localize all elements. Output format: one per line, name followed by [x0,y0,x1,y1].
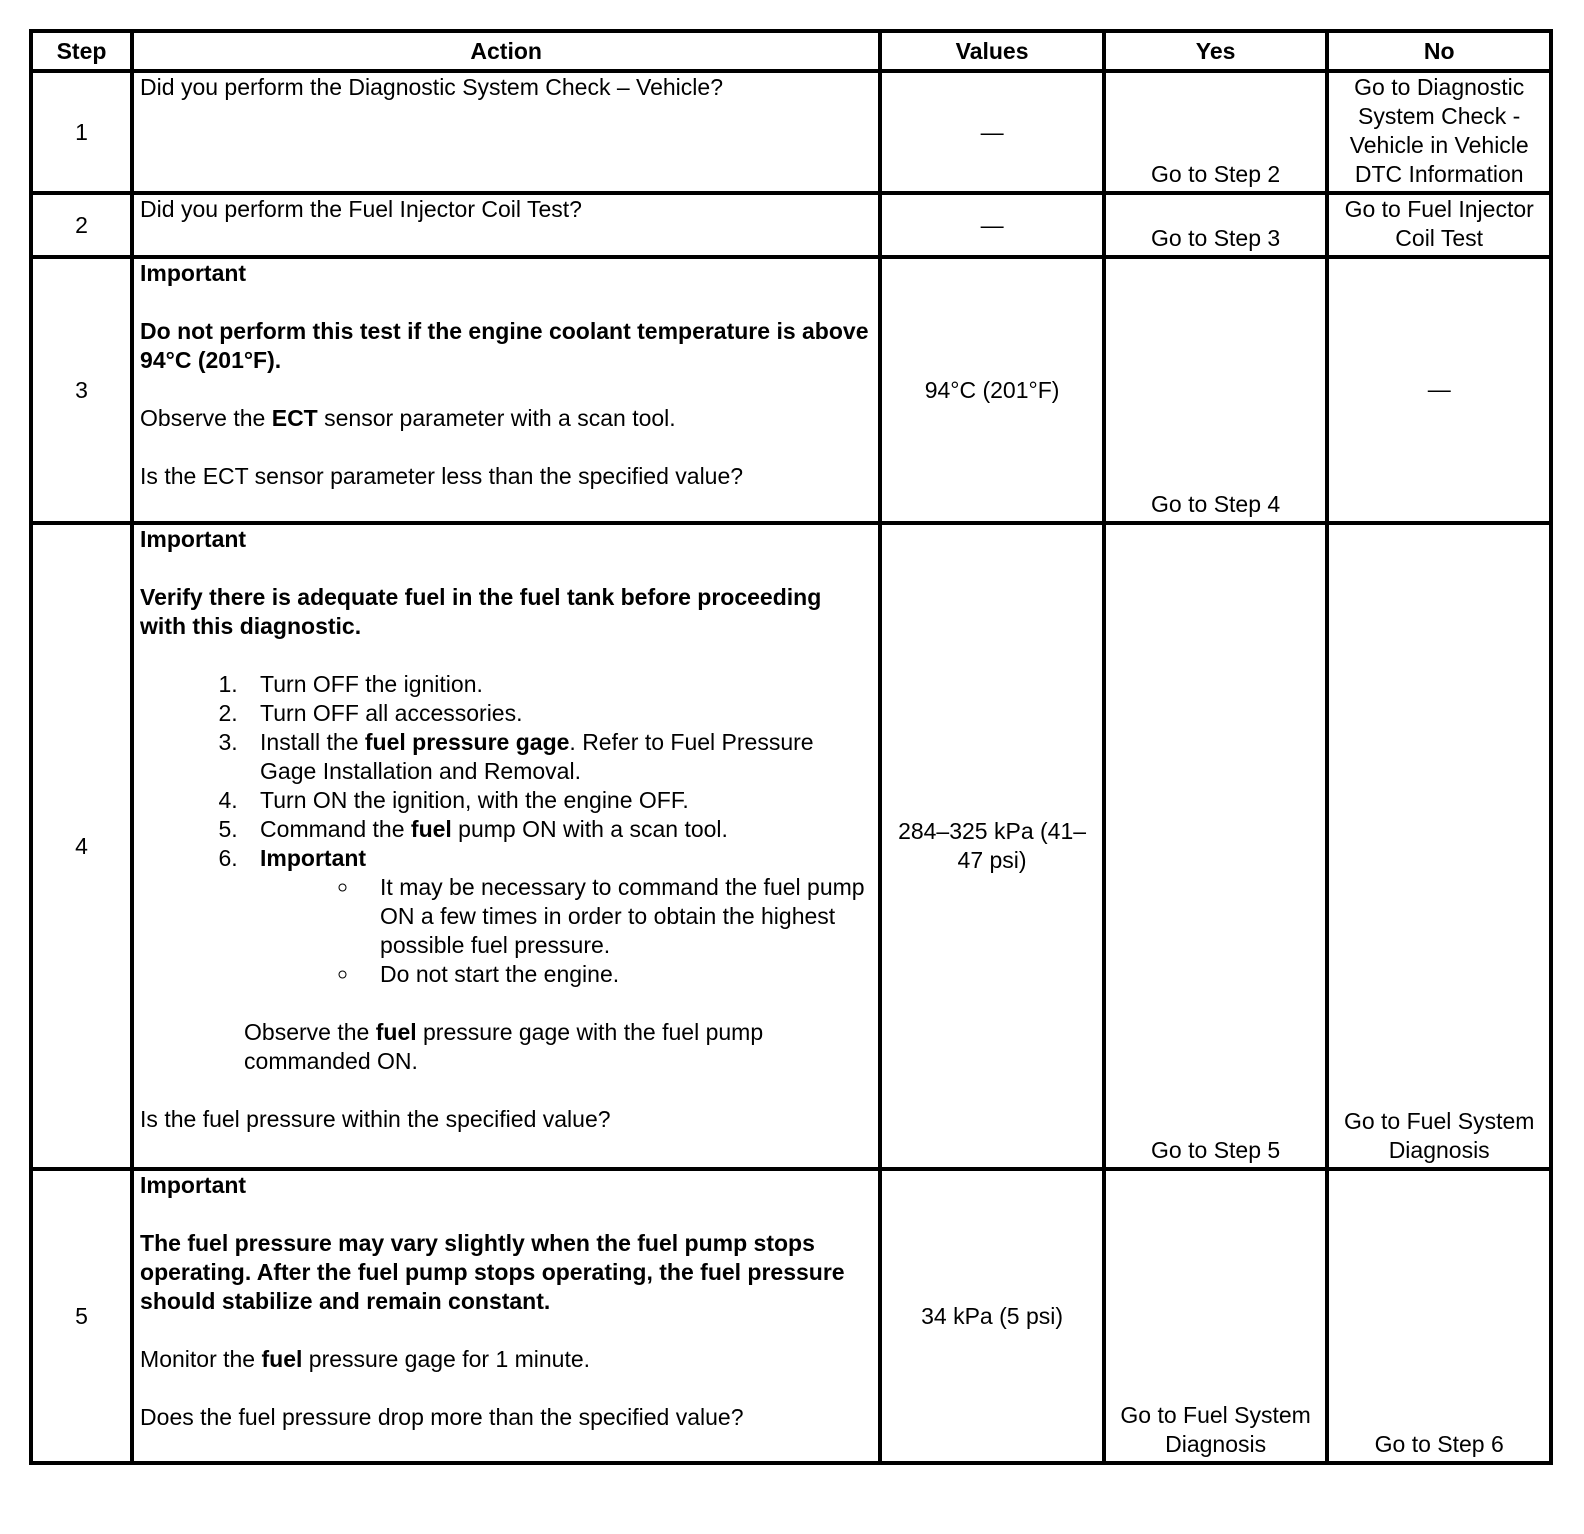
yes-cell: Go to Step 2 [1104,71,1328,193]
values-cell: 94°C (201°F) [880,257,1104,523]
important-heading: Important [140,260,247,286]
action-cell [132,523,880,1169]
values-cell: 34 kPa (5 psi) [880,1169,1104,1463]
no-cell: Go to Diagnostic System Check - Vehicle in Vehicle DTC Information [1327,71,1551,193]
table-row [31,71,1551,193]
action-instruction: Observe the ECT sensor parameter with a scan tool. [140,405,676,431]
yes-cell: Go to Fuel System Diagnosis [1104,1169,1328,1463]
step-number: 3 [31,257,132,523]
action-question: Did you perform the Diagnostic System Check – Vehicle? [140,74,723,100]
header-action: Action [132,31,880,71]
no-cell: Go to Fuel System Diagnosis [1327,523,1551,1169]
no-cell: Go to Fuel Injector Coil Test [1327,193,1551,257]
important-warning: Verify there is adequate fuel in the fuel tank before proceeding with this diagnostic. [140,584,822,639]
yes-cell: Go to Step 4 [1104,257,1328,523]
action-question: Does the fuel pressure drop more than the specified value? [140,1404,744,1430]
list-item: 1. Turn OFF the ignition. [244,670,872,699]
sub-list-item: ◦ It may be necessary to command the fuel pump ON a few times in order to obtain the highest possible fuel pressure. [360,873,872,960]
table-row [31,257,1551,523]
important-heading: Important [140,1172,247,1198]
action-question: Is the fuel pressure within the specified value? [140,1106,611,1132]
header-values: Values [880,31,1104,71]
step-number: 2 [31,193,132,257]
header-step: Step [31,31,132,71]
step-number: 4 [31,523,132,1169]
yes-cell: Go to Step 5 [1104,523,1328,1169]
header-no: No [1327,31,1551,71]
list-item: 2. Turn OFF all accessories. [244,699,872,728]
table-row [31,523,1551,1169]
important-warning: Do not perform this test if the engine coolant temperature is above 94°C (201°F). [140,318,869,373]
important-heading: Important [140,526,247,552]
action-cell [132,193,880,257]
list-item: 4. Turn ON the ignition, with the engine OFF. [244,786,872,815]
action-instruction: Observe the fuel pressure gage with the fuel pump commanded ON. [244,1019,764,1074]
list-item: 6. Important ◦ It may be necessary to command the fuel pump ON a few times in order to obtain the highest possible fuel pressure. ◦ Do not start the engine. [244,844,872,989]
table-row [31,1169,1551,1463]
table-row [31,193,1551,257]
step-number: 1 [31,71,132,193]
list-item: 5. Command the fuel pump ON with a scan tool. [244,815,872,844]
action-instruction: Monitor the fuel pressure gage for 1 minute. [140,1346,591,1372]
important-warning: The fuel pressure may vary slightly when the fuel pump stops operating. After the fuel pump stops operating, the fuel pressure should stabilize and remain constant. [140,1230,845,1314]
no-cell: Go to Step 6 [1327,1169,1551,1463]
yes-cell: Go to Step 3 [1104,193,1328,257]
values-cell: — [880,193,1104,257]
header-yes: Yes [1104,31,1328,71]
action-cell [132,71,880,193]
diagnostic-table [29,29,1553,1465]
sub-list-item: ◦ Do not start the engine. [360,960,872,989]
action-question: Did you perform the Fuel Injector Coil Test? [140,196,582,222]
step-number: 5 [31,1169,132,1463]
procedure-list [140,670,872,989]
no-cell: — [1327,257,1551,523]
header-row [31,31,1551,71]
sub-list [260,873,872,989]
values-cell: 284–325 kPa (41–47 psi) [880,523,1104,1169]
values-cell: — [880,71,1104,193]
list-item: 3. Install the fuel pressure gage. Refer to Fuel Pressure Gage Installation and Removal. [244,728,872,786]
action-cell [132,1169,880,1463]
action-cell [132,257,880,523]
action-question: Is the ECT sensor parameter less than the specified value? [140,463,744,489]
